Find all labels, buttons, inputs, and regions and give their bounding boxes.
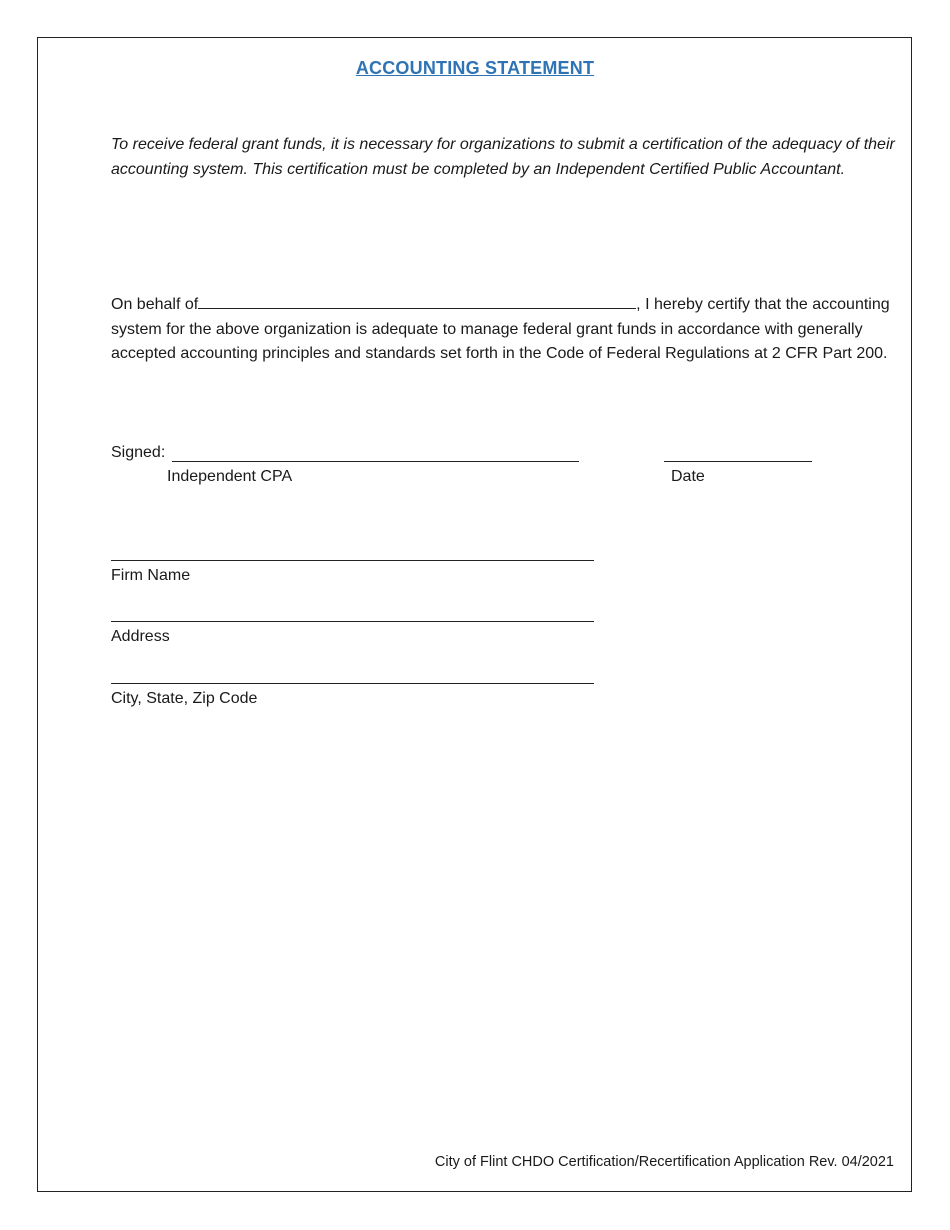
address-label: Address <box>111 628 170 645</box>
organization-name-blank[interactable] <box>198 294 636 309</box>
signature-line[interactable] <box>172 461 579 462</box>
intro-paragraph: To receive federal grant funds, it is necessary for organizations to submit a certification of the adequacy of their accounting system. This certification must be completed by an Independent Certified Public Accountant. <box>111 136 895 178</box>
city-state-zip-line[interactable] <box>111 683 594 684</box>
certification-prefix: On behalf of <box>111 296 199 313</box>
firm-name-line[interactable] <box>111 560 594 561</box>
firm-name-label: Firm Name <box>111 567 191 584</box>
date-label: Date <box>671 468 705 485</box>
independent-cpa-label: Independent CPA <box>167 468 293 485</box>
city-state-zip-label: City, State, Zip Code <box>111 690 258 707</box>
date-line[interactable] <box>664 461 812 462</box>
page-border <box>37 37 912 1192</box>
document-title: ACCOUNTING STATEMENT <box>355 58 595 78</box>
address-line[interactable] <box>111 621 594 622</box>
certification-suffix: , I hereby certify that the accounting system for the above organization is adequate to manage federal grant funds in accordance with generally accepted accounting principles and standards set forth in the Code of Federal Regulations at 2 CFR Part 200. <box>111 296 890 362</box>
certification-paragraph <box>111 293 901 367</box>
signed-label: Signed: <box>111 444 166 461</box>
footer-text: City of Flint CHDO Certification/Recertification Application Rev. 04/2021 <box>434 1154 894 1170</box>
